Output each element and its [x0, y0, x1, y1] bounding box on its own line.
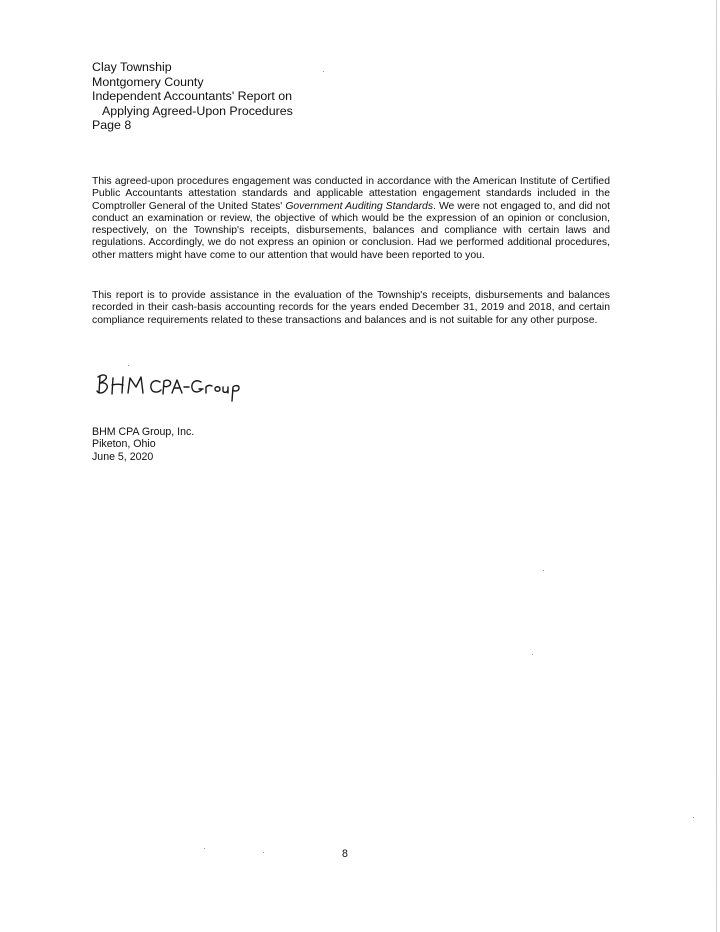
- report-header: [92, 60, 293, 133]
- firm-name: BHM CPA Group, Inc.: [92, 426, 195, 438]
- scan-speck: [323, 71, 324, 72]
- scan-speck: [532, 654, 533, 655]
- report-title-line1: Independent Accountants' Report on: [92, 89, 293, 104]
- firm-block: [92, 426, 194, 463]
- county-name: Montgomery County: [92, 74, 204, 89]
- township-name: Clay Township: [92, 60, 172, 74]
- engagement-text-2: . We were not engaged to, and did not conduct an examination or review, the objective of which would be the expression of an opinion or conclusion, respectively, on the Township's receipts, disbursements, balances and compliance with certain laws and regulations. Accordingly, we do not express an opinion or conclusion. Had we performed additional procedures, other matters might have come to our attention that would have been reported to you.: [92, 200, 611, 261]
- header-page-label: Page 8: [92, 118, 132, 133]
- scan-speck: [263, 852, 264, 853]
- report-title-line2: Applying Agreed-Upon Procedures: [102, 103, 293, 118]
- scan-speck: [693, 817, 694, 818]
- handwritten-signature: [92, 368, 262, 404]
- page-number: 8: [342, 848, 348, 860]
- scan-speck: [543, 570, 544, 571]
- scan-speck: [204, 848, 205, 849]
- engagement-paragraph: [92, 176, 610, 262]
- firm-location: Piketon, Ohio: [92, 438, 156, 451]
- scan-edge: [716, 0, 717, 932]
- scan-speck: [128, 365, 129, 366]
- gas-reference: Government Auditing Standards: [285, 200, 434, 212]
- engagement-text-1: This agreed-upon procedures engagement was conducted in accordance with the American Institute of Certified Public Accountants attestation standards and applicable attestation engagement standards included in the Comptroller General of the United States': [92, 176, 610, 212]
- purpose-paragraph: This report is to provide assistance in the evaluation of the Township's receipts, disbursements and balances recorded in their cash-basis accounting records for the years ended December 31, 2019 and 2018, and certain compliance requirements related to these transactions and balances and is not suitable for any other purpose.: [92, 290, 610, 326]
- report-date: June 5, 2020: [92, 450, 154, 463]
